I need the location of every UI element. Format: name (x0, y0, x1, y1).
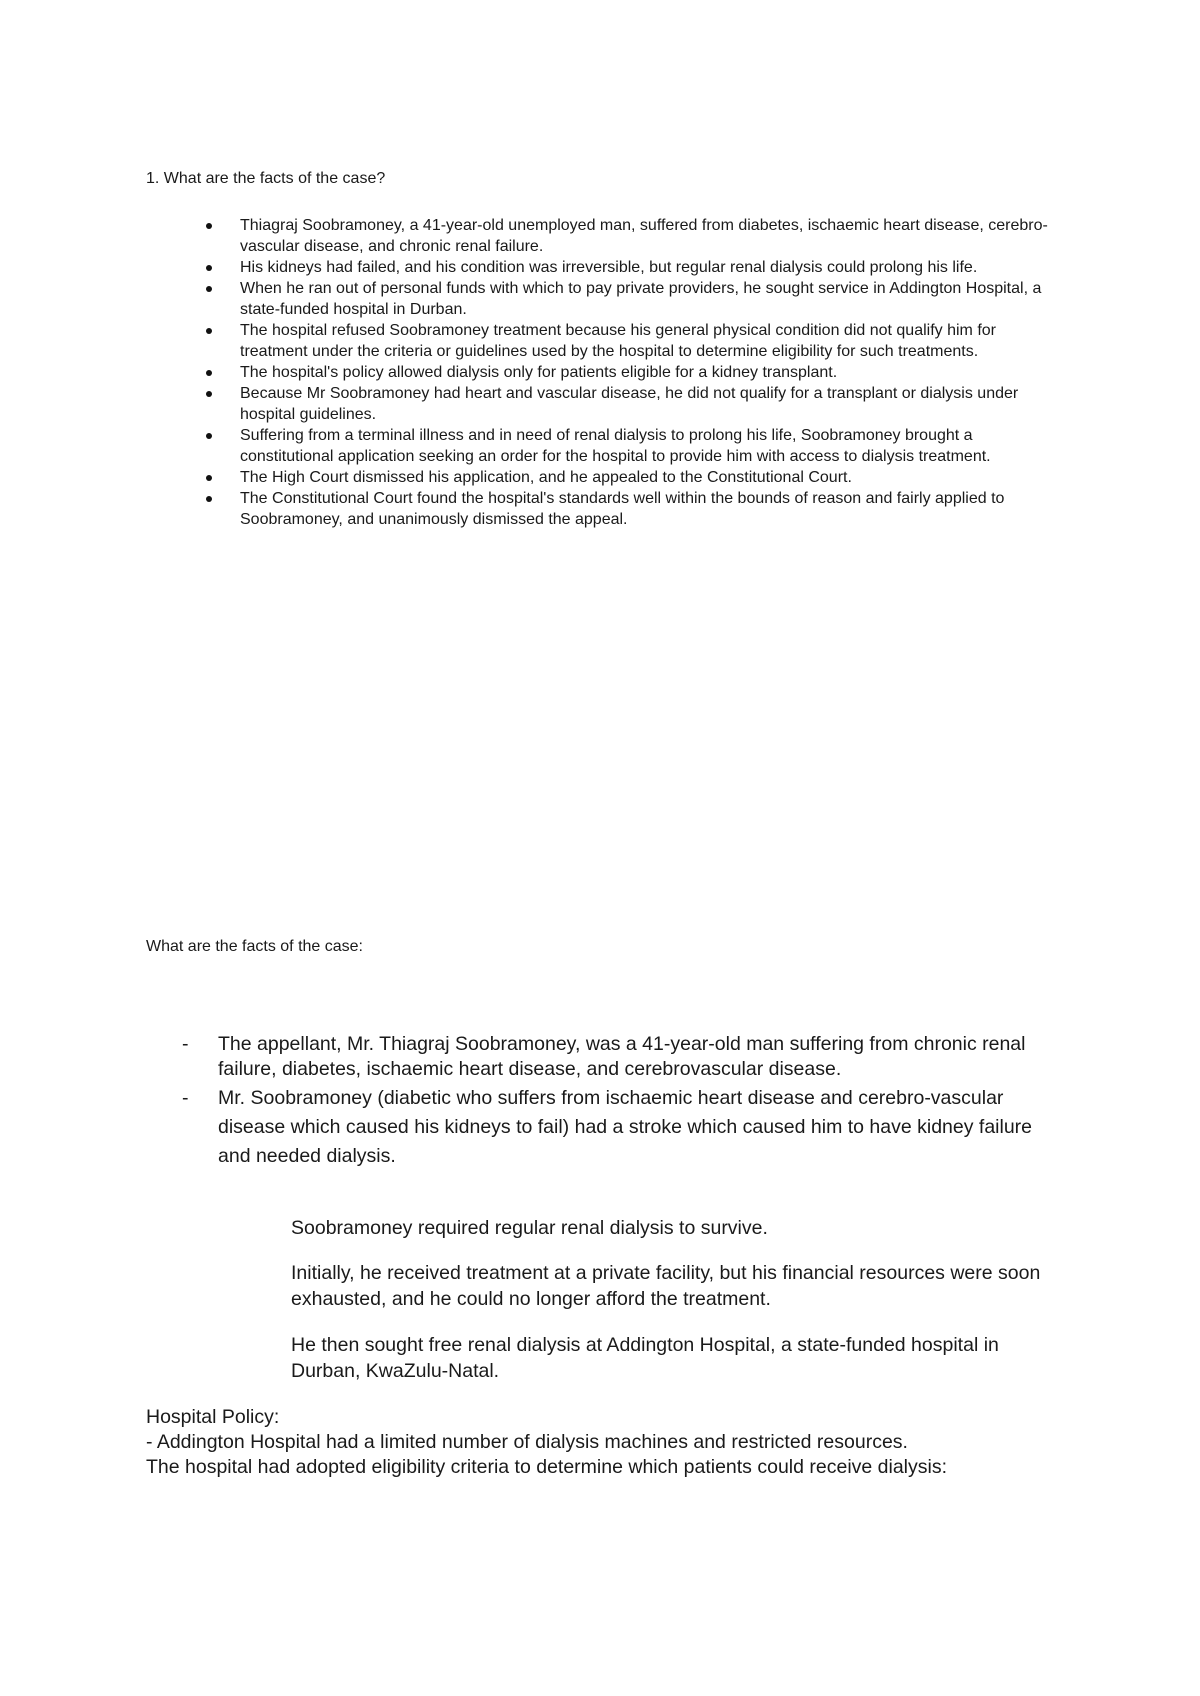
indented-paragraph: Initially, he received treatment at a private facility, but his financial resources were soon exhausted, and he could no longer afford the treatment. (291, 1262, 1041, 1310)
dash-item: - Mr. Soobramoney (diabetic who suffers from ischaemic heart disease and cerebro-vascular disease which caused his kidneys to fail) had a stroke which caused him to have kidney failure and needed dialysis. (218, 1084, 1058, 1171)
policy-line: The hospital had adopted eligibility criteria to determine which patients could receive dialysis: (146, 1456, 948, 1478)
bullet-dot-icon (206, 391, 212, 397)
policy-line: - Addington Hospital had a limited number of dialysis machines and restricted resources. (146, 1431, 908, 1453)
facts-dash-list (182, 1032, 1058, 1171)
bullet-dot-icon (206, 286, 212, 292)
bullet-dot-icon (206, 433, 212, 439)
bullet-item: Because Mr Soobramoney had heart and vascular disease, he did not qualify for a transplant or dialysis under hospital guidelines. (240, 383, 1060, 425)
bullet-item: The hospital refused Soobramoney treatment because his general physical condition did not qualify him for treatment under the criteria or guidelines used by the hospital to determine eligibility for such treatments. (240, 320, 1060, 362)
dash-marker-icon: - (182, 1087, 189, 1109)
bullet-item: Suffering from a terminal illness and in need of renal dialysis to prolong his life, Soobramoney brought a constitutional application seeking an order for the hospital to provide him with access to dialysis treatment. (240, 425, 1060, 467)
facts-bullet-list (240, 215, 1060, 530)
bullet-item: When he ran out of personal funds with which to pay private providers, he sought service in Addington Hospital, a state-funded hospital in Durban. (240, 278, 1060, 320)
policy-title: Hospital Policy: (146, 1406, 280, 1428)
indented-paragraph: Soobramoney required regular renal dialysis to survive. (291, 1217, 768, 1239)
bullet-dot-icon (206, 223, 212, 229)
bullet-dot-icon (206, 496, 212, 502)
section1-heading: 1. What are the facts of the case? (146, 170, 386, 187)
section2-heading: What are the facts of the case: (146, 938, 363, 955)
bullet-dot-icon (206, 475, 212, 481)
indented-paragraph: He then sought free renal dialysis at Addington Hospital, a state-funded hospital in Durban, KwaZulu-Natal. (291, 1334, 999, 1382)
bullet-dot-icon (206, 370, 212, 376)
bullet-dot-icon (206, 265, 212, 271)
bullet-item: Thiagraj Soobramoney, a 41-year-old unemployed man, suffered from diabetes, ischaemic heart disease, cerebro-vascular disease, and chronic renal failure. (240, 215, 1060, 257)
bullet-dot-icon (206, 328, 212, 334)
dash-marker-icon: - (182, 1033, 189, 1055)
bullet-item: His kidneys had failed, and his condition was irreversible, but regular renal dialysis could prolong his life. (240, 257, 1060, 278)
hospital-policy-block (146, 1405, 1046, 1480)
dash-item: - The appellant, Mr. Thiagraj Soobramoney, was a 41-year-old man suffering from chronic renal failure, diabetes, ischaemic heart disease, and cerebrovascular disease. (182, 1033, 1026, 1080)
bullet-item: The hospital's policy allowed dialysis only for patients eligible for a kidney transplant. (240, 362, 1060, 383)
bullet-item: The Constitutional Court found the hospital's standards well within the bounds of reason and fairly applied to Soobramoney, and unanimously dismissed the appeal. (240, 488, 1060, 530)
bullet-item: The High Court dismissed his application, and he appealed to the Constitutional Court. (240, 467, 1060, 488)
